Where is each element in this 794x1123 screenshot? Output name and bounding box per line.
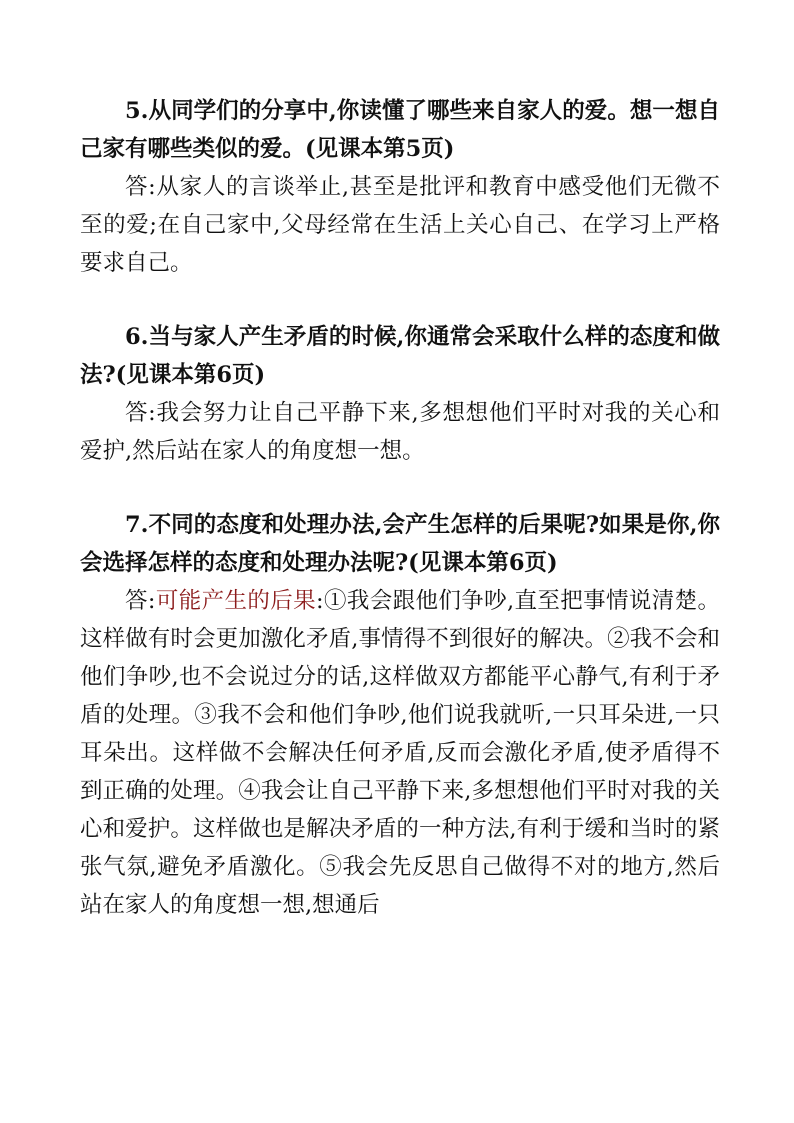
question-text: 5.从同学们的分享中,你读懂了哪些来自家人的爱。想一想自己家有哪些类似的爱。(见课本第5页) bbox=[80, 98, 720, 162]
question-block-7 bbox=[80, 506, 720, 924]
answer-label: 答: bbox=[125, 400, 156, 426]
answer-text bbox=[80, 582, 720, 924]
answer-text bbox=[80, 168, 720, 282]
answer-highlight: 可能产生的后果 bbox=[155, 588, 316, 614]
answer-label: 答: bbox=[125, 588, 156, 614]
question-block-6 bbox=[80, 318, 720, 470]
question-block-5 bbox=[80, 92, 720, 282]
answer-text bbox=[80, 394, 720, 470]
question-text: 6.当与家人产生矛盾的时候,你通常会采取什么样的态度和做法?(见课本第6页) bbox=[80, 324, 720, 388]
document-page bbox=[80, 92, 720, 960]
answer-body: 从家人的言谈举止,甚至是批评和教育中感受他们无微不至的爱;在自己家中,父母经常在生活上关心自己、在学习上严格要求自己。 bbox=[80, 174, 720, 276]
answer-label: 答: bbox=[125, 174, 156, 200]
answer-body: 我会努力让自己平静下来,多想想他们平时对我的关心和爱护,然后站在家人的角度想一想。 bbox=[80, 400, 720, 464]
answer-body: :①我会跟他们争吵,直至把事情说清楚。这样做有时会更加激化矛盾,事情得不到很好的解决。②我不会和他们争吵,也不会说过分的话,这样做双方都能平心静气,有利于矛盾的处理。③我不会和他们争吵,他们说我就听,一只耳朵进,一只耳朵出。这样做不会解决任何矛盾,反而会激化矛盾,使矛盾得不到正确的处理。④我会让自己平静下来,多想想他们平时对我的关心和爱护。这样做也是解决矛盾的一种方法,有利于缓和当时的紧张气氛,避免矛盾激化。⑤我会先反思自己做得不对的地方,然后站在家人的角度想一想,想通后 bbox=[80, 588, 720, 918]
question-text: 7.不同的态度和处理办法,会产生怎样的后果呢?如果是你,你会选择怎样的态度和处理办法呢?(见课本第6页) bbox=[80, 512, 720, 576]
